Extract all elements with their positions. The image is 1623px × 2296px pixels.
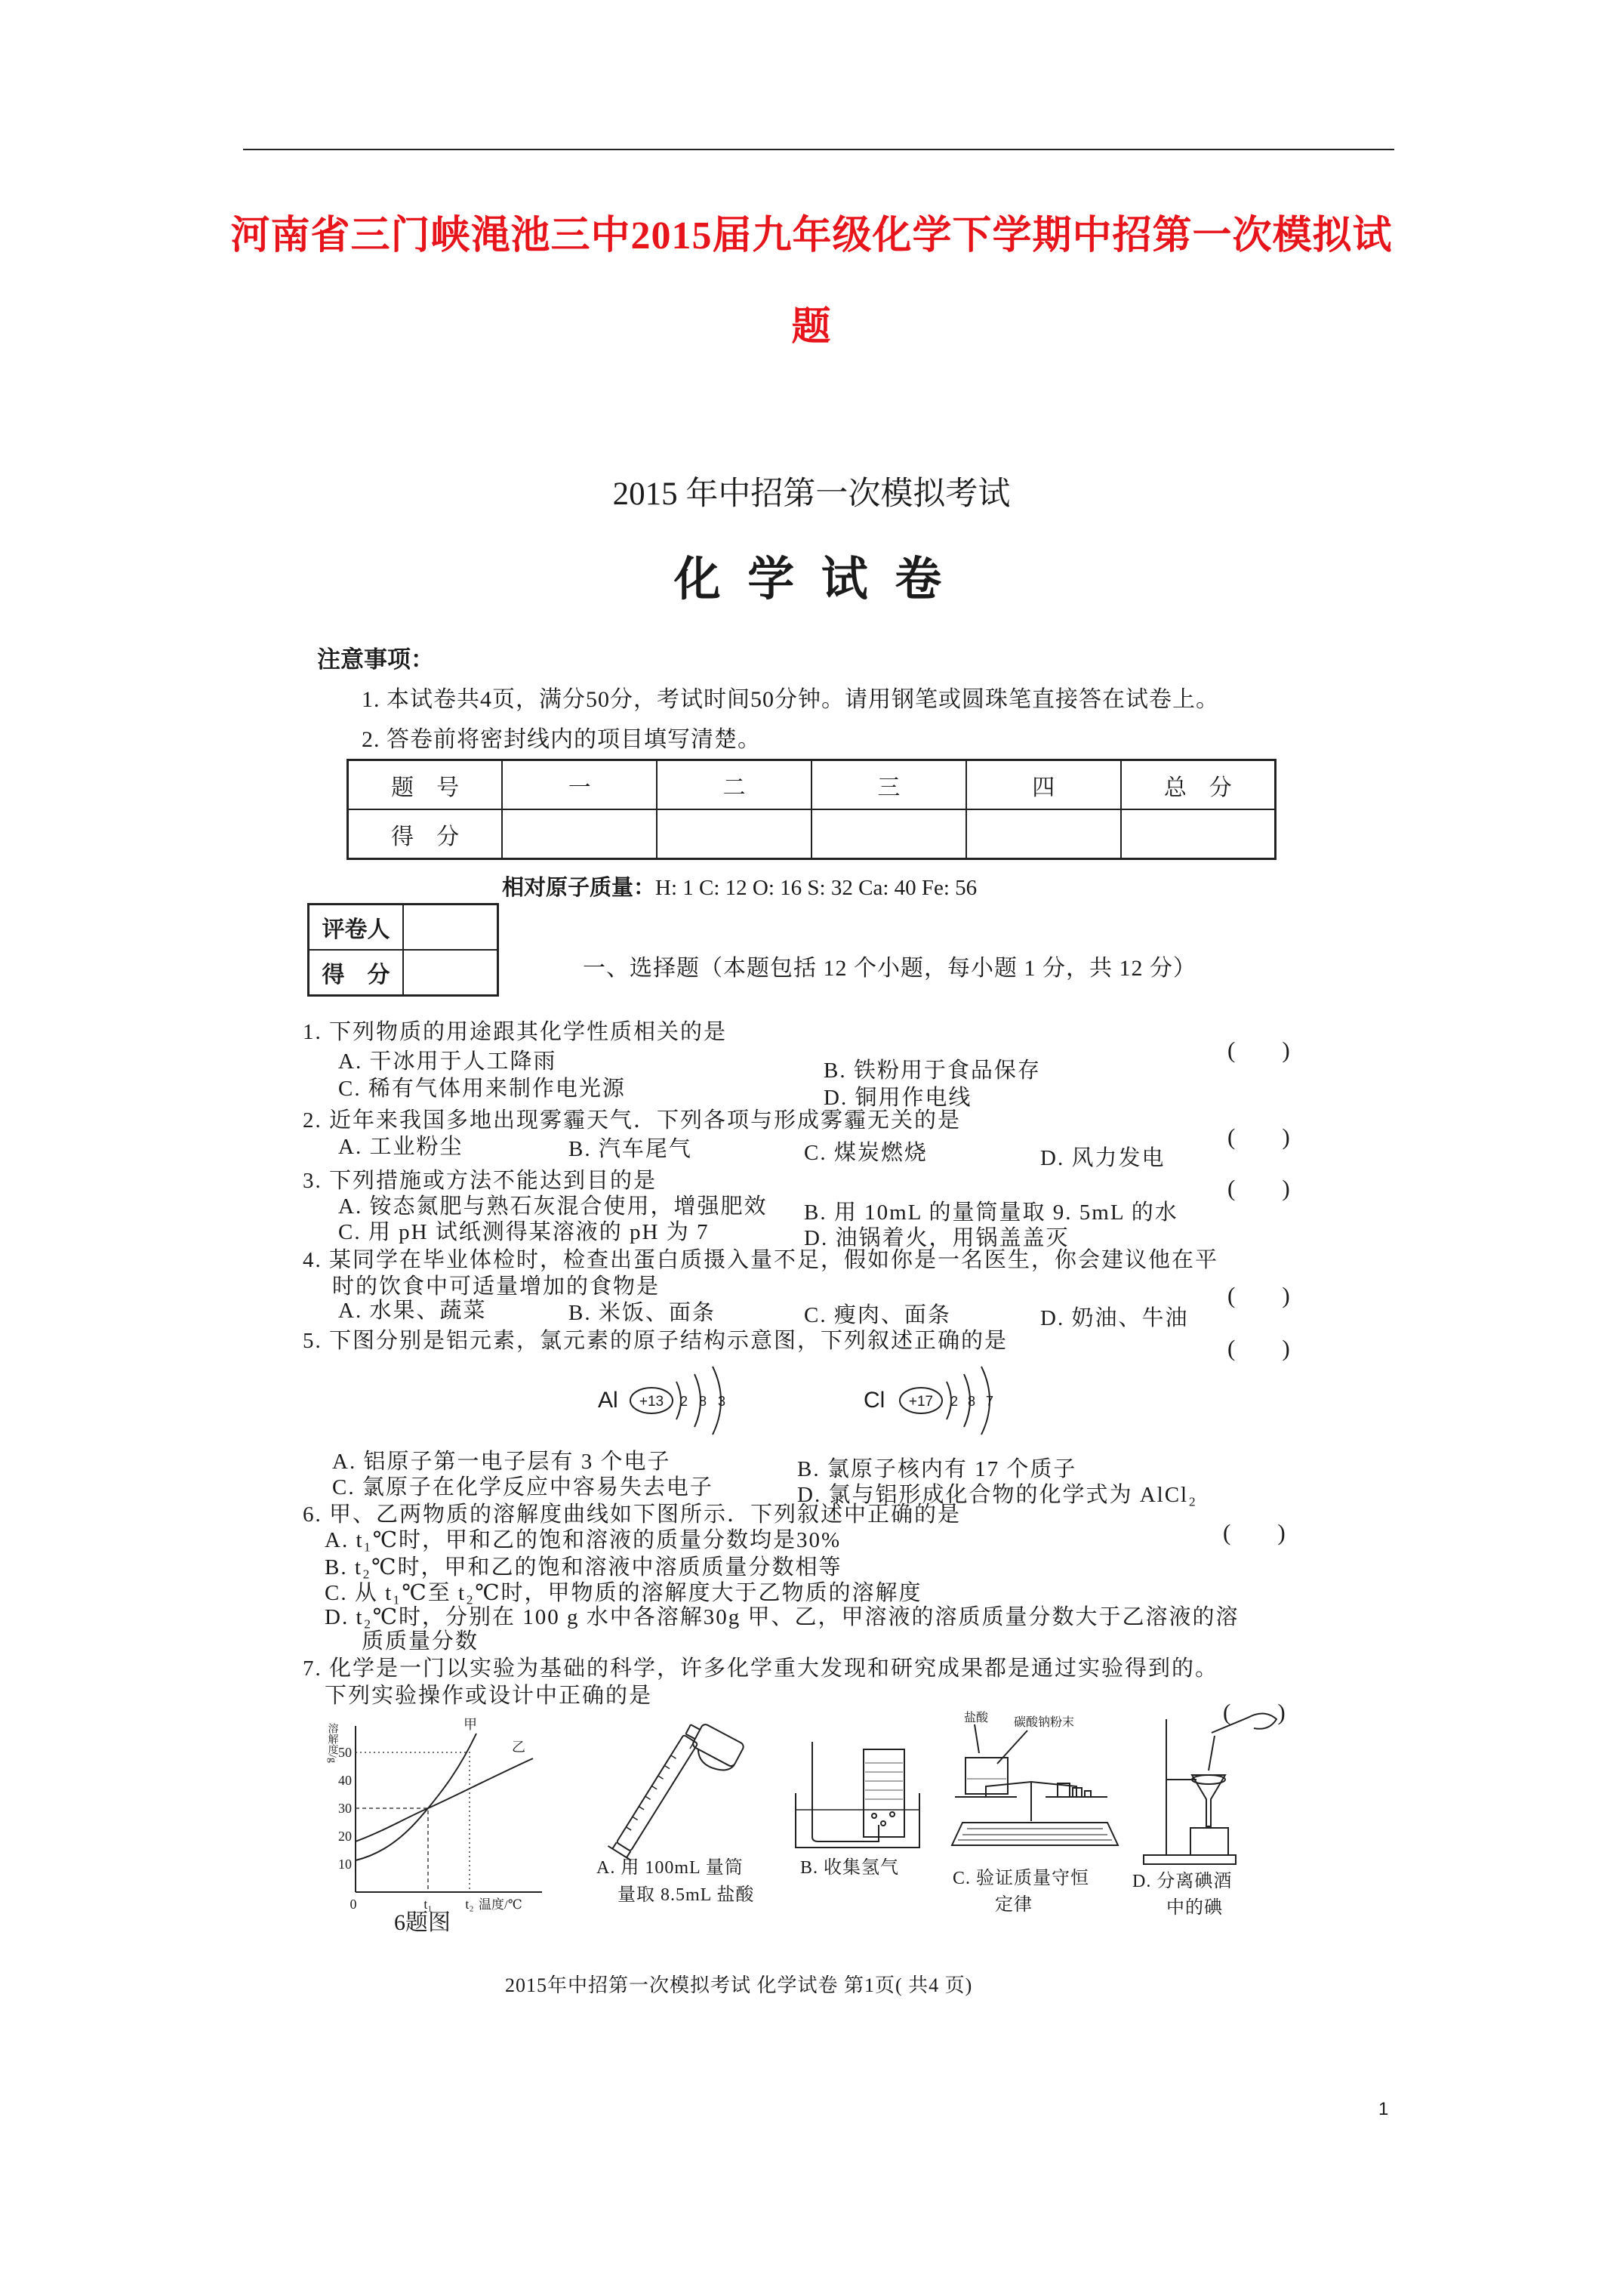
- graph-guide-line-t2: [356, 1752, 470, 1892]
- question-6-option-a: A. t₁℃时，甲和乙的饱和溶液的质量分数均是30%: [325, 1528, 842, 1552]
- question-1-option-d: D. 铜用作电线: [824, 1086, 972, 1110]
- experiment-c-caption-line1: C. 验证质量守恒: [953, 1869, 1090, 1888]
- question-4-stem-line2: 时的饮食中可适量增加的食物是: [332, 1274, 661, 1299]
- al-shell-count: 3: [718, 1394, 726, 1409]
- atomic-masses-line: [502, 877, 977, 899]
- answer-paren: ( ): [1223, 1699, 1286, 1725]
- graph-y-axis-label: 溶解度/g: [326, 1723, 338, 1763]
- cl-symbol: Cl: [864, 1388, 885, 1413]
- score-table-score-row: [348, 809, 1276, 859]
- atomic-masses-values: H: 1 C: 12 O: 16 S: 32 Ca: 40 Fe: 56: [655, 876, 978, 900]
- notes-item-2: 2. 答卷前将密封线内的项目填写清楚。: [362, 727, 761, 752]
- score-table: [346, 759, 1277, 860]
- experiment-d-caption-line1: D. 分离碘酒: [1132, 1872, 1233, 1891]
- answer-paren: ( ): [1227, 1335, 1290, 1361]
- cl-shell-count: 7: [986, 1394, 994, 1409]
- question-4-option-a: A. 水果、蔬菜: [338, 1299, 487, 1323]
- answer-paren: ( ): [1227, 1037, 1290, 1063]
- exam-subtitle: 2015 年中招第一次模拟考试: [612, 476, 1011, 512]
- question-6-option-d-line1: D. t₂℃时，分别在 100 g 水中各溶解30g 甲、乙，甲溶液的溶质质量分数大于乙溶液的溶: [325, 1605, 1240, 1629]
- question-3-option-b: B. 用 10mL 的量筒量取 9. 5mL 的水: [804, 1200, 1178, 1225]
- question-5-option-d: D. 氯与铝形成化合物的化学式为 AlCl₂: [797, 1483, 1198, 1507]
- score-table-empty-cell: [1121, 809, 1276, 859]
- al-shell-count: 2: [680, 1394, 688, 1409]
- score-table-header-cell: 总 分: [1121, 760, 1276, 810]
- question-5-option-a: A. 铝原子第一电子层有 3 个电子: [332, 1450, 671, 1474]
- document-title-line1: 河南省三门峡渑池三中2015届九年级化学下学期中招第一次模拟试: [230, 214, 1393, 257]
- graph-y-tick-label: 30: [338, 1801, 352, 1816]
- atomic-masses-label: 相对原子质量：: [502, 876, 656, 900]
- experiment-a-caption-line2: 量取 8.5mL 盐酸: [617, 1885, 755, 1905]
- graph-series-label-yi: 乙: [512, 1740, 525, 1755]
- score-table-empty-cell: [966, 809, 1121, 859]
- question-6-option-d-line2: 质质量分数: [362, 1629, 479, 1653]
- label-hydrochloric-acid: 盐酸: [964, 1712, 989, 1724]
- aluminum-atom-diagram: [596, 1359, 747, 1438]
- score-table-empty-cell: [502, 809, 657, 859]
- grader-score-label: 得 分: [309, 950, 404, 996]
- question-1-option-a: A. 干冰用于人工降雨: [338, 1049, 557, 1074]
- score-table-header-cell: 三: [812, 760, 966, 810]
- question-1-option-c: C. 稀有气体用来制作电光源: [338, 1077, 626, 1101]
- cl-shell-count: 2: [950, 1394, 959, 1409]
- experiment-d-filtration-illustration: [1136, 1703, 1287, 1869]
- experiment-b-gas-collection-illustration: [790, 1740, 925, 1854]
- al-symbol: Al: [598, 1388, 618, 1413]
- chlorine-atom-diagram: [862, 1359, 1021, 1438]
- question-2-option-a: A. 工业粉尘: [338, 1135, 463, 1159]
- question-5-option-c: C. 氯原子在化学反应中容易失去电子: [332, 1475, 713, 1499]
- question-3-option-c: C. 用 pH 试纸测得某溶液的 pH 为 7: [338, 1220, 710, 1244]
- section-1-title: 一、选择题（本题包括 12 个小题，每小题 1 分，共 12 分）: [583, 956, 1196, 981]
- graph-caption: 6题图: [394, 1910, 451, 1935]
- al-shell-count: 8: [699, 1394, 707, 1409]
- grader-label: 评卷人: [309, 905, 404, 951]
- graph-x-tick-label: t₂: [465, 1897, 474, 1912]
- question-6-option-b: B. t₂℃时，甲和乙的饱和溶液中溶质质量分数相等: [325, 1555, 842, 1579]
- question-7-stem-line2: 下列实验操作或设计中正确的是: [325, 1684, 653, 1708]
- document-title-line2: 题: [791, 306, 832, 349]
- score-table-header-cell: 一: [502, 760, 657, 810]
- graph-y-tick-label: 10: [338, 1857, 352, 1872]
- solubility-curve-graph: [322, 1717, 552, 1912]
- score-table-empty-cell: [812, 809, 966, 859]
- page-footer: 2015年中招第一次模拟考试 化学试卷 第1页( 共4 页): [505, 1974, 973, 1996]
- answer-paren: ( ): [1227, 1282, 1290, 1308]
- notes-item-1: 1. 本试卷共4页，满分50分，考试时间50分钟。请用钢笔或圆珠笔直接答在试卷上。: [362, 687, 1219, 712]
- page-number: 1: [1378, 2099, 1389, 2119]
- cl-shell-count: 8: [968, 1394, 976, 1409]
- question-4-option-b: B. 米饭、面条: [568, 1301, 716, 1325]
- grader-empty-cell: [403, 950, 498, 996]
- al-nucleus-charge: +13: [639, 1394, 664, 1410]
- score-table-header-cell: 二: [657, 760, 812, 810]
- question-6-option-c: C. 从 t₁℃至 t₂℃时，甲物质的溶解度大于乙物质的溶解度: [325, 1581, 922, 1605]
- question-2-option-b: B. 汽车尾气: [568, 1137, 692, 1161]
- graph-y-tick-label: 50: [338, 1745, 352, 1760]
- top-rule: [243, 149, 1394, 150]
- question-3-stem: 3. 下列措施或方法不能达到目的是: [303, 1169, 658, 1193]
- answer-paren: ( ): [1227, 1123, 1290, 1150]
- graph-y-tick-label: 40: [338, 1773, 352, 1788]
- question-4-stem-line1: 4. 某同学在毕业体检时，检查出蛋白质摄入量不足，假如你是一名医生，你会建议他在平: [303, 1248, 1219, 1272]
- answer-paren: ( ): [1223, 1519, 1286, 1546]
- answer-paren: ( ): [1227, 1175, 1290, 1201]
- score-table-header-row: [348, 760, 1276, 810]
- question-5-stem: 5. 下图分别是铝元素，氯元素的原子结构示意图，下列叙述正确的是: [303, 1329, 1009, 1353]
- experiment-b-caption: B. 收集氢气: [800, 1858, 900, 1878]
- experiment-d-caption-line2: 中的碘: [1166, 1898, 1223, 1918]
- question-4-option-c: C. 瘦肉、面条: [804, 1303, 951, 1327]
- experiment-a-cylinder-illustration: [590, 1708, 779, 1855]
- score-table-header-cell: 四: [966, 760, 1121, 810]
- exam-title: 化 学 试 卷: [673, 554, 950, 606]
- question-4-option-d: D. 奶油、牛油: [1040, 1306, 1189, 1330]
- question-2-option-c: C. 煤炭燃烧: [804, 1141, 928, 1165]
- graph-x-tick-label: t₁: [423, 1897, 433, 1912]
- grader-table: [307, 903, 499, 997]
- question-6-stem: 6. 甲、乙两物质的溶解度曲线如下图所示．下列叙述中正确的是: [303, 1502, 962, 1527]
- graph-x-axis-label: 温度/℃: [479, 1897, 522, 1912]
- question-3-option-d: D. 油锅着火，用锅盖盖灭: [804, 1226, 1070, 1250]
- question-3-option-a: A. 铵态氮肥与熟石灰混合使用，增强肥效: [338, 1194, 768, 1219]
- score-table-empty-cell: [657, 809, 812, 859]
- graph-series-label-jia: 甲: [463, 1717, 477, 1732]
- question-2-stem: 2. 近年来我国多地出现雾霾天气．下列各项与形成雾霾无关的是: [303, 1108, 962, 1133]
- graph-curve-yi: [356, 1758, 533, 1841]
- question-7-stem-line1: 7. 化学是一门以实验为基础的科学，许多化学重大发现和研究成果都是通过实验得到的。: [303, 1657, 1219, 1681]
- graph-y-tick-label: 20: [338, 1829, 352, 1844]
- experiment-c-balance-illustration: [944, 1708, 1126, 1863]
- score-table-score-label: 得 分: [348, 809, 503, 859]
- score-table-header-cell: 题 号: [348, 760, 503, 810]
- graph-origin-label: 0: [350, 1897, 357, 1912]
- experiment-a-caption-line1: A. 用 100mL 量筒: [596, 1858, 744, 1878]
- cl-nucleus-charge: +17: [908, 1394, 934, 1410]
- question-1-stem: 1. 下列物质的用途跟其化学性质相关的是: [303, 1020, 728, 1044]
- question-5-option-b: B. 氯原子核内有 17 个质子: [797, 1457, 1077, 1481]
- grader-empty-cell: [403, 905, 498, 951]
- question-2-option-d: D. 风力发电: [1040, 1146, 1166, 1170]
- question-1-option-b: B. 铁粉用于食品保存: [824, 1059, 1041, 1083]
- experiment-c-caption-line2: 定律: [995, 1895, 1033, 1915]
- notes-heading: 注意事项：: [317, 646, 434, 673]
- label-sodium-carbonate-powder: 碳酸钠粉末: [1014, 1716, 1075, 1729]
